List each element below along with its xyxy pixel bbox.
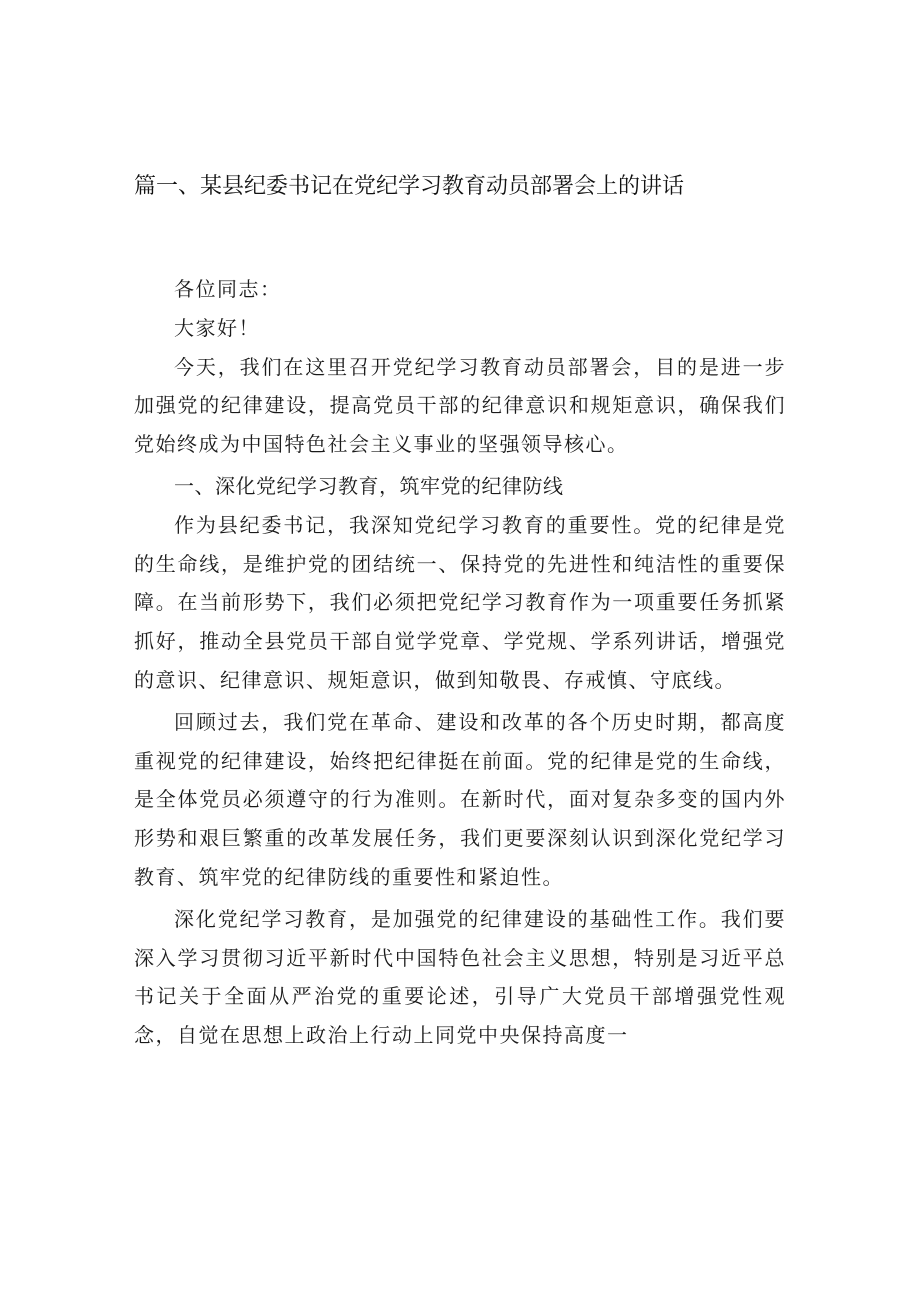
document-body (134, 270, 786, 1055)
section-heading: 一、深化党纪学习教育，筑牢党的纪律防线 (174, 473, 564, 498)
intro-paragraph: 今天，我们在这里召开党纪学习教育动员部署会，目的是进一步加强党的纪律建设，提高党员干部的纪律意识和规矩意识，确保我们党始终成为中国特色社会主义事业的坚强领导核心。 (134, 354, 786, 457)
greeting: 大家好！ (174, 315, 260, 340)
body-paragraph: 回顾过去，我们党在革命、建设和改革的各个历史时期，都高度重视党的纪律建设，始终把纪律挺在前面。党的纪律是党的生命线，是全体党员必须遵守的行为准则。在新时代，面对复杂多变的国内外形势和艰巨繁重的改革发展任务，我们更要深刻认识到深化党纪学习教育、筑牢党的纪律防线的重要性和紧迫性。 (134, 709, 786, 889)
document-title: 篇一、某县纪委书记在党纪学习教育动员部署会上的讲话 (134, 174, 685, 199)
body-paragraph: 作为县纪委书记，我深知党纪学习教育的重要性。党的纪律是党的生命线，是维护党的团结统一、保持党的先进性和纯洁性的重要保障。在当前形势下，我们必须把党纪学习教育作为一项重要任务抓紧抓好，推动全县党员干部自觉学党章、学党规、学系列讲话，增强党的意识、纪律意识、规矩意识，做到知敬畏、存戒慎、守底线。 (134, 512, 786, 692)
salutation: 各位同志： (174, 277, 282, 301)
body-paragraph: 深化党纪学习教育，是加强党的纪律建设的基础性工作。我们要深入学习贯彻习近平新时代中国特色社会主义思想，特别是习近平总书记关于全面从严治党的重要论述，引导广大党员干部增强党性观念，自觉在思想上政治上行动上同党中央保持高度一 (134, 906, 786, 1048)
